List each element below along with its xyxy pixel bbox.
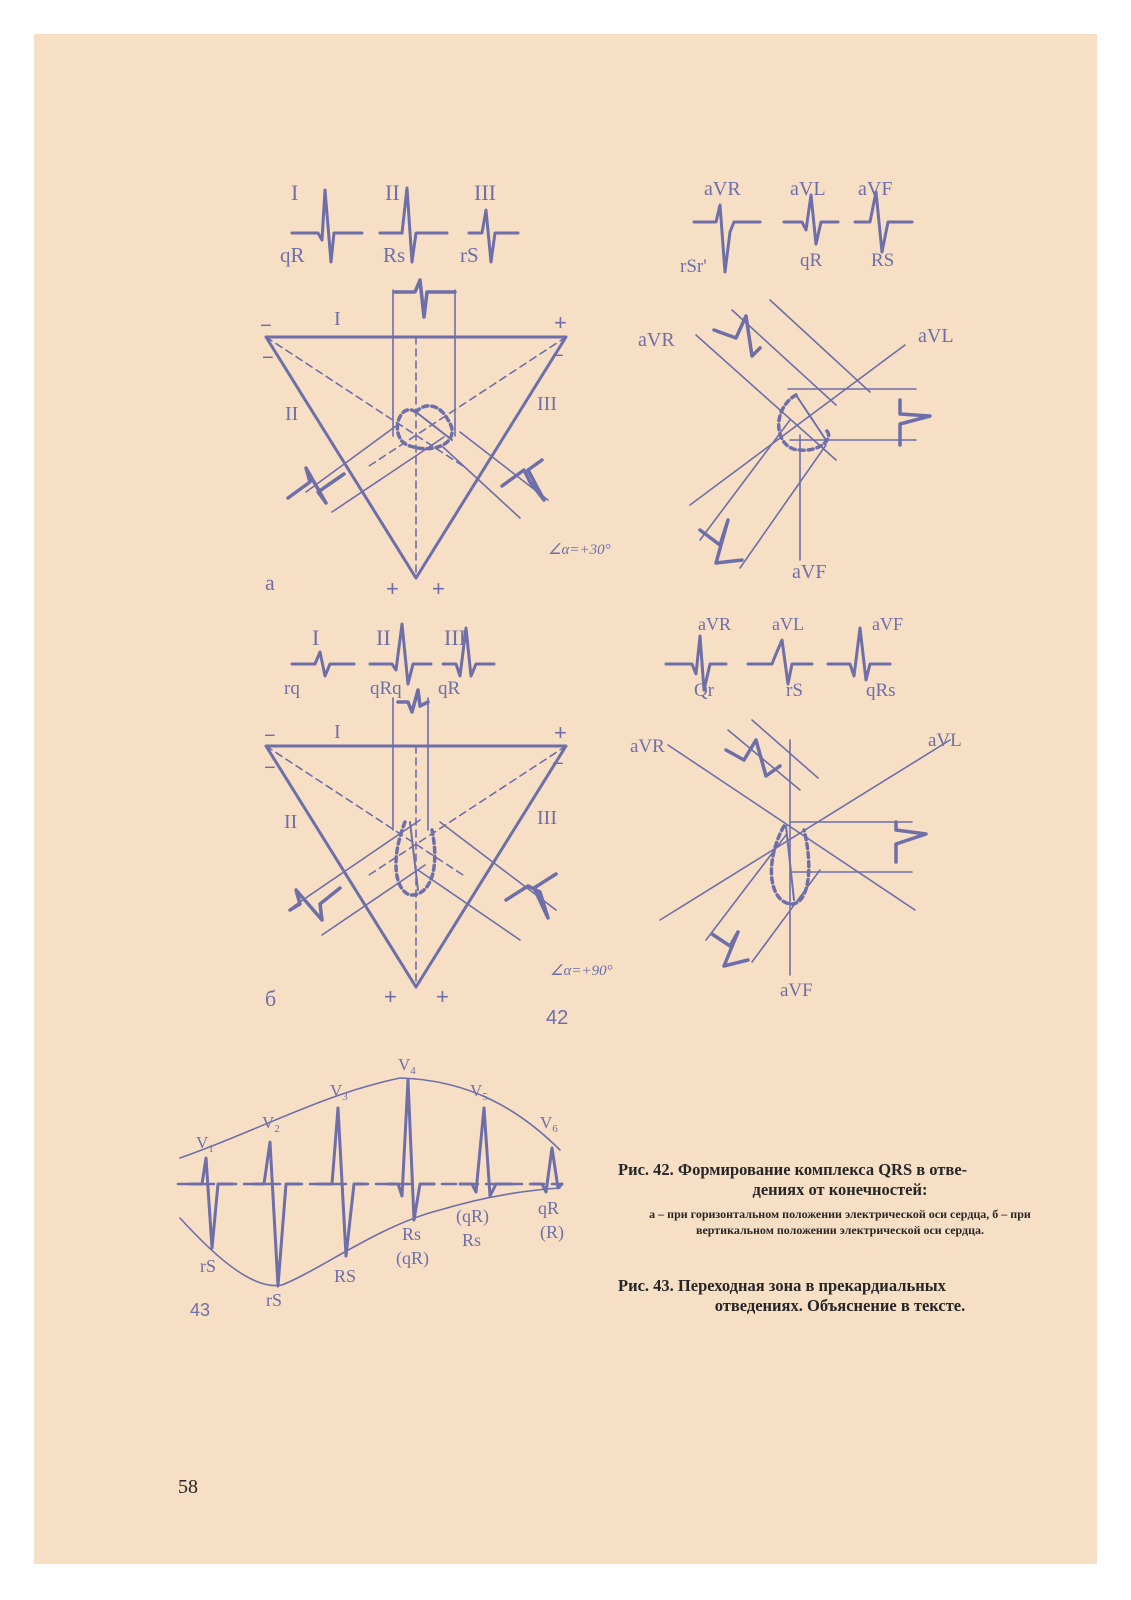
triangle-side-III-b: III xyxy=(537,807,557,829)
aug-label-aVR-b: aVR xyxy=(698,614,731,634)
axis-label-aVR-a: aVR xyxy=(638,329,675,351)
lead-label-III-a: III xyxy=(474,180,496,205)
sign-minus-3b: − xyxy=(552,753,564,775)
complex-label-II-b: qRq xyxy=(370,678,402,699)
complex-label-V3: RS xyxy=(334,1266,357,1286)
panel-letter-a: а xyxy=(265,570,275,595)
lead-label-III-b: III xyxy=(444,625,466,650)
aug-label-aVL-a: aVL xyxy=(790,178,826,200)
triangle-side-III-a: III xyxy=(537,393,557,415)
figure-number-43: 43 xyxy=(190,1300,211,1320)
aug-complex-aVL-b: rS xyxy=(786,680,803,701)
lead-label-II-b: II xyxy=(376,625,391,650)
precordial-r-envelope xyxy=(180,1078,560,1158)
complex-label-I-a: qR xyxy=(280,243,305,267)
sign-minus-3a: − xyxy=(552,345,564,367)
sign-plus-1b: + xyxy=(554,720,567,745)
lead-label-V4: $V_4$ xyxy=(398,1055,416,1077)
complex-label-V4-2: (qR) xyxy=(396,1248,429,1268)
axis-label-aVR-b: aVR xyxy=(630,736,665,757)
aug-complex-aVR-b: Qr xyxy=(694,680,715,701)
angle-label-a: ∠α=+30° xyxy=(548,542,611,558)
fig43-labels xyxy=(190,1055,564,1320)
lead-label-V5: $V_5$ xyxy=(470,1081,488,1103)
complex-label-V2: rS xyxy=(266,1290,283,1310)
sign-minus-2b: − xyxy=(264,757,276,779)
einthoven-triangle-b xyxy=(266,690,566,987)
caption-fig42-line2: дениях от конечностей: xyxy=(752,1180,928,1199)
triangle-side-II-a: II xyxy=(285,403,299,425)
complex-label-III-a: rS xyxy=(460,243,479,267)
page-number: 58 xyxy=(178,1476,198,1498)
sign-plus-3a: + xyxy=(432,576,445,601)
hexaxial-system-a xyxy=(690,300,930,568)
aug-complex-aVR-a: rSr' xyxy=(680,256,707,277)
hexaxial-system-b xyxy=(660,720,950,975)
aug-label-aVF-b: aVF xyxy=(872,614,903,634)
axis-label-aVF-b: aVF xyxy=(780,980,813,1001)
sign-minus-1a: − xyxy=(260,315,272,337)
complex-label-V4-1: Rs xyxy=(402,1224,422,1244)
aug-complex-aVF-a: RS xyxy=(871,250,895,271)
lead-label-I-a: I xyxy=(291,180,299,205)
lead-label-V1: $V_1$ xyxy=(196,1133,214,1155)
complex-label-V5-1: (qR) xyxy=(456,1206,489,1226)
complex-label-I-b: rq xyxy=(284,678,300,699)
triangle-side-I-a: I xyxy=(334,308,341,330)
caption-fig43 xyxy=(618,1276,1062,1316)
complex-label-III-b: qR xyxy=(438,678,461,699)
sign-plus-2a: + xyxy=(386,576,399,601)
axis-label-aVL-b: aVL xyxy=(928,730,962,751)
complex-label-II-a: Rs xyxy=(383,243,406,267)
lead-label-V2: $V_2$ xyxy=(262,1113,280,1135)
aug-label-aVF-a: aVF xyxy=(858,178,893,200)
triangle-side-I-b: I xyxy=(334,721,341,743)
ecg-complex-aVL-b xyxy=(748,640,812,684)
sign-plus-3b: + xyxy=(436,984,449,1009)
triangle-side-II-b: II xyxy=(284,811,298,833)
aug-label-aVR-a: aVR xyxy=(704,178,741,200)
angle-label-b: ∠α=+90° xyxy=(550,963,613,979)
caption-fig43-line1: Рис. 43. Переходная зона в прекардиальных xyxy=(618,1276,946,1295)
caption-fig42-line1: Рис. 42. Формирование комплекса QRS в отве- xyxy=(618,1160,968,1179)
caption-fig42 xyxy=(618,1160,1062,1200)
lead-label-V3: $V_3$ xyxy=(330,1081,348,1103)
lead-label-II-a: II xyxy=(385,180,400,205)
sign-plus-1a: + xyxy=(554,310,567,335)
figure-number-42: 42 xyxy=(546,1007,569,1029)
panel-letter-b: б xyxy=(265,986,277,1011)
aug-label-aVL-b: aVL xyxy=(772,614,804,634)
lead-label-V6: $V_6$ xyxy=(540,1113,558,1135)
sign-minus-2a: − xyxy=(262,347,274,369)
axis-label-aVL-a: aVL xyxy=(918,325,954,347)
ecg-complex-aVF-a xyxy=(855,192,912,252)
ecg-complex-aVL-a xyxy=(784,195,838,244)
ecg-complex-I-b xyxy=(292,652,354,676)
caption-fig43-line2: отведениях. Объяснение в тексте. xyxy=(714,1296,966,1315)
ecg-complex-aVF-b xyxy=(828,628,890,680)
precordial-s-envelope xyxy=(180,1188,560,1286)
einthoven-triangle-a xyxy=(266,280,566,578)
complex-label-V6-2: (R) xyxy=(540,1222,564,1242)
lead-label-I-b: I xyxy=(312,625,320,650)
complex-label-V5-2: Rs xyxy=(462,1230,482,1250)
complex-label-V6-1: qR xyxy=(538,1198,560,1218)
aug-complex-aVF-b: qRs xyxy=(866,680,896,701)
aug-complex-aVL-a: qR xyxy=(800,250,823,271)
complex-label-V1: rS xyxy=(200,1256,217,1276)
sign-minus-1b: − xyxy=(264,725,276,747)
axis-label-aVF-a: aVF xyxy=(792,561,827,583)
sign-plus-2b: + xyxy=(384,984,397,1009)
caption-fig42-description: а – при горизонтальном положении электрической оси сердца, б – при вертикальном положении электрической оси сердца. xyxy=(649,1207,1031,1237)
